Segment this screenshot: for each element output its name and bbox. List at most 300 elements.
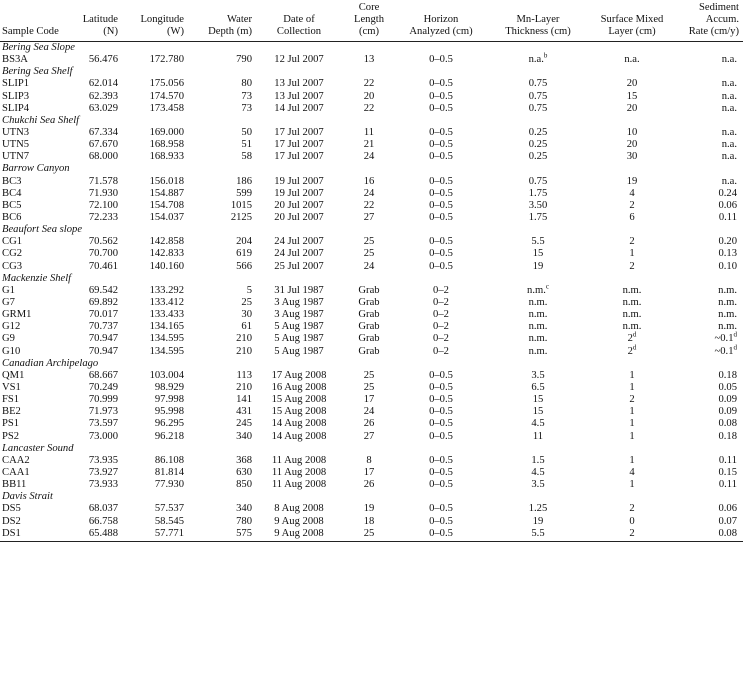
cell-value: n.m. bbox=[622, 284, 642, 296]
cell-date-of-collection bbox=[254, 431, 344, 443]
cell-date-of-collection bbox=[254, 127, 344, 139]
cell-surface-mixed-layer bbox=[588, 261, 676, 273]
table-row bbox=[0, 479, 743, 491]
footnote-marker: d bbox=[632, 330, 637, 339]
cell-horizon-analyzed bbox=[394, 455, 488, 467]
cell-value: 15 Aug 2008 bbox=[271, 406, 327, 418]
cell-value: 1.5 bbox=[531, 454, 545, 466]
cell-longitude bbox=[120, 200, 186, 212]
cell-value: 142.833 bbox=[149, 248, 184, 260]
cell-core-length bbox=[344, 127, 394, 139]
cell-latitude bbox=[78, 91, 120, 103]
cell-value: 17 Aug 2008 bbox=[271, 369, 327, 381]
cell-value: 154.887 bbox=[149, 187, 184, 199]
cell-sample-code bbox=[0, 321, 78, 333]
cell-core-length bbox=[344, 479, 394, 491]
cell-value: 0.11 bbox=[718, 479, 737, 491]
cell-surface-mixed-layer bbox=[588, 394, 676, 406]
cell-value: n.m. bbox=[718, 309, 737, 321]
cell-value: CG1 bbox=[2, 236, 23, 248]
cell-value: 70.461 bbox=[88, 260, 118, 272]
cell-value: 0.24 bbox=[718, 187, 737, 199]
cell-latitude bbox=[78, 309, 120, 321]
cell-value: 113 bbox=[236, 369, 252, 381]
group-label: Mackenzie Shelf bbox=[2, 272, 72, 284]
cell-value: BE2 bbox=[2, 406, 21, 418]
group-row bbox=[0, 491, 743, 503]
cell-value: 57.537 bbox=[154, 503, 184, 515]
cell-mn-layer-thickness bbox=[488, 176, 588, 188]
group-label: Barrow Canyon bbox=[2, 163, 70, 175]
cell-horizon-analyzed bbox=[394, 188, 488, 200]
cell-date-of-collection bbox=[254, 503, 344, 515]
cell-longitude bbox=[120, 528, 186, 540]
table-row bbox=[0, 382, 743, 394]
cell-value: 20 bbox=[363, 90, 375, 102]
cell-value: n.a. bbox=[624, 54, 640, 66]
cell-horizon-analyzed bbox=[394, 346, 488, 358]
cell-value: 73.000 bbox=[88, 430, 118, 442]
cell-value: n.m. bbox=[718, 297, 737, 309]
cell-value: 19 bbox=[626, 175, 638, 187]
column-header-line: Thickness (cm) bbox=[505, 26, 571, 37]
cell-sediment-accum-rate bbox=[676, 151, 743, 163]
cell-surface-mixed-layer bbox=[588, 515, 676, 527]
cell-latitude bbox=[78, 503, 120, 515]
cell-sample-code bbox=[0, 515, 78, 527]
cell-mn-layer-thickness bbox=[488, 309, 588, 321]
cell-sample-code bbox=[0, 467, 78, 479]
cell-mn-layer-thickness bbox=[488, 406, 588, 418]
column-header-line: Sample Code bbox=[2, 26, 59, 37]
cell-value: 61 bbox=[241, 321, 252, 333]
cell-date-of-collection bbox=[254, 176, 344, 188]
cell-value: 141 bbox=[236, 394, 252, 406]
cell-value: 154.037 bbox=[149, 212, 184, 224]
cell-value: 51 bbox=[241, 139, 252, 151]
cell-value: 14 Jul 2007 bbox=[274, 102, 324, 114]
cell-value: 73.597 bbox=[88, 418, 118, 430]
cell-latitude bbox=[78, 394, 120, 406]
cell-value: 70.700 bbox=[88, 248, 118, 260]
cell-value: 26 bbox=[363, 479, 375, 491]
table-row bbox=[0, 309, 743, 321]
cell-latitude bbox=[78, 151, 120, 163]
cell-core-length bbox=[344, 151, 394, 163]
cell-sediment-accum-rate bbox=[676, 212, 743, 224]
cell-mn-layer-thickness bbox=[488, 346, 588, 358]
cell-value: 25 Jul 2007 bbox=[274, 260, 324, 272]
cell-core-length bbox=[344, 467, 394, 479]
cell-latitude bbox=[78, 382, 120, 394]
cell-water-depth bbox=[186, 285, 254, 297]
cell-mn-layer-thickness bbox=[488, 200, 588, 212]
cell-core-length bbox=[344, 309, 394, 321]
cell-value: 3.50 bbox=[528, 199, 548, 211]
cell-horizon-analyzed bbox=[394, 285, 488, 297]
cell-surface-mixed-layer bbox=[588, 200, 676, 212]
cell-sediment-accum-rate bbox=[676, 406, 743, 418]
cell-mn-layer-thickness bbox=[488, 236, 588, 248]
cell-value: n.m. bbox=[527, 284, 546, 296]
cell-sample-code bbox=[0, 297, 78, 309]
cell-value: Grab bbox=[358, 345, 380, 357]
cell-value: 50 bbox=[241, 127, 252, 139]
cell-date-of-collection bbox=[254, 78, 344, 90]
cell-core-length bbox=[344, 455, 394, 467]
cell-mn-layer-thickness bbox=[488, 382, 588, 394]
cell-value: 5 Aug 1987 bbox=[274, 321, 324, 333]
cell-date-of-collection bbox=[254, 515, 344, 527]
table-row bbox=[0, 321, 743, 333]
cell-value: 210 bbox=[236, 333, 252, 345]
cell-value: G10 bbox=[2, 345, 21, 357]
cell-value: 69.542 bbox=[88, 284, 118, 296]
cell-value: 4 bbox=[629, 466, 635, 478]
cell-mn-layer-thickness bbox=[488, 394, 588, 406]
table-header-row bbox=[0, 2, 743, 42]
column-header-line: Sediment bbox=[698, 2, 739, 13]
cell-value: 245 bbox=[236, 418, 252, 430]
cell-value: 156.018 bbox=[149, 175, 184, 187]
cell-sediment-accum-rate bbox=[676, 382, 743, 394]
cell-longitude bbox=[120, 139, 186, 151]
cell-value: 73.935 bbox=[88, 454, 118, 466]
cell-core-length bbox=[344, 200, 394, 212]
cell-value: 68.000 bbox=[88, 151, 118, 163]
table-row bbox=[0, 200, 743, 212]
column-header-line: Surface Mixed bbox=[600, 14, 664, 25]
cell-value: 1015 bbox=[230, 199, 252, 211]
cell-value: n.m. bbox=[622, 309, 642, 321]
cell-value: 5 bbox=[246, 284, 252, 296]
cell-value: n.m. bbox=[622, 297, 642, 309]
cell-surface-mixed-layer bbox=[588, 139, 676, 151]
cell-value: 0.25 bbox=[528, 127, 548, 139]
cell-longitude bbox=[120, 248, 186, 260]
cell-sediment-accum-rate bbox=[676, 236, 743, 248]
cell-latitude bbox=[78, 176, 120, 188]
cell-value: 24 Jul 2007 bbox=[274, 248, 324, 260]
cell-value: Grab bbox=[358, 297, 380, 309]
cell-value: 0.18 bbox=[718, 369, 737, 381]
cell-core-length bbox=[344, 188, 394, 200]
cell-value: 173.458 bbox=[149, 102, 184, 114]
cell-date-of-collection bbox=[254, 200, 344, 212]
column-header-line: (W) bbox=[166, 26, 184, 37]
cell-mn-layer-thickness bbox=[488, 528, 588, 540]
cell-value: 18 bbox=[363, 515, 375, 527]
cell-longitude bbox=[120, 418, 186, 430]
cell-surface-mixed-layer bbox=[588, 127, 676, 139]
table-row bbox=[0, 346, 743, 358]
table-row bbox=[0, 248, 743, 260]
cell-horizon-analyzed bbox=[394, 467, 488, 479]
cell-value: 70.737 bbox=[88, 321, 118, 333]
group-row bbox=[0, 66, 743, 78]
cell-value: 95.998 bbox=[154, 406, 184, 418]
group-label: Bering Sea Shelf bbox=[2, 66, 73, 78]
cell-value: PS1 bbox=[2, 418, 20, 430]
cell-value: n.a. bbox=[721, 151, 737, 163]
cell-value: n.m. bbox=[528, 333, 548, 345]
cell-value: 2 bbox=[629, 260, 635, 272]
cell-value: 24 bbox=[363, 151, 375, 163]
cell-value: 0.06 bbox=[718, 199, 737, 211]
cell-value: 15 bbox=[532, 248, 544, 260]
table-row bbox=[0, 91, 743, 103]
cell-value: ~0.1 bbox=[714, 333, 734, 345]
cell-mn-layer-thickness bbox=[488, 212, 588, 224]
cell-longitude bbox=[120, 333, 186, 345]
cell-longitude bbox=[120, 394, 186, 406]
cell-sample-code bbox=[0, 394, 78, 406]
group-row bbox=[0, 163, 743, 175]
cell-value: 0.11 bbox=[718, 454, 737, 466]
cell-latitude bbox=[78, 370, 120, 382]
cell-value: 0–0.5 bbox=[429, 503, 453, 515]
cell-value: 73.927 bbox=[88, 466, 118, 478]
cell-value: 5.5 bbox=[531, 236, 545, 248]
cell-value: FS1 bbox=[2, 394, 20, 406]
cell-date-of-collection bbox=[254, 418, 344, 430]
cell-value: 2 bbox=[629, 527, 635, 539]
cell-water-depth bbox=[186, 103, 254, 115]
cell-date-of-collection bbox=[254, 54, 344, 66]
cell-value: 86.108 bbox=[154, 454, 184, 466]
cell-water-depth bbox=[186, 503, 254, 515]
cell-value: G1 bbox=[2, 284, 15, 296]
cell-value: 25 bbox=[363, 382, 375, 393]
cell-value: 1.25 bbox=[528, 503, 548, 515]
cell-horizon-analyzed bbox=[394, 503, 488, 515]
cell-water-depth bbox=[186, 297, 254, 309]
table-row bbox=[0, 212, 743, 224]
cell-value: 2 bbox=[629, 236, 635, 248]
cell-value: 70.562 bbox=[88, 236, 118, 248]
group-label: Canadian Archipelago bbox=[2, 357, 99, 369]
table-row bbox=[0, 236, 743, 248]
cell-value: 81.814 bbox=[154, 466, 184, 478]
cell-value: 0–2 bbox=[433, 321, 449, 333]
cell-horizon-analyzed bbox=[394, 54, 488, 66]
column-header-line: Water bbox=[226, 14, 252, 25]
cell-value: n.m. bbox=[528, 297, 548, 309]
cell-value: 73 bbox=[241, 102, 252, 114]
cell-water-depth bbox=[186, 309, 254, 321]
cell-date-of-collection bbox=[254, 321, 344, 333]
cell-surface-mixed-layer bbox=[588, 212, 676, 224]
cell-value: 0.75 bbox=[528, 102, 548, 114]
cell-longitude bbox=[120, 382, 186, 394]
cell-date-of-collection bbox=[254, 91, 344, 103]
group-label: Chukchi Sea Shelf bbox=[2, 114, 80, 126]
table-row bbox=[0, 188, 743, 200]
cell-value: 5 Aug 1987 bbox=[274, 345, 324, 357]
cell-mn-layer-thickness bbox=[488, 282, 588, 297]
cell-water-depth bbox=[186, 394, 254, 406]
cell-value: 0–0.5 bbox=[429, 212, 453, 224]
cell-value: 0.15 bbox=[718, 466, 737, 478]
cell-surface-mixed-layer bbox=[588, 248, 676, 260]
cell-mn-layer-thickness bbox=[488, 333, 588, 345]
cell-value: 0.10 bbox=[718, 260, 737, 272]
column-header-longitude bbox=[120, 2, 186, 42]
cell-sediment-accum-rate bbox=[676, 431, 743, 443]
cell-mn-layer-thickness bbox=[488, 139, 588, 151]
cell-value: 2 bbox=[627, 345, 633, 357]
cell-value: UTN5 bbox=[2, 139, 30, 151]
cell-value: Grab bbox=[358, 284, 380, 296]
cell-date-of-collection bbox=[254, 103, 344, 115]
cell-value: 133.433 bbox=[149, 309, 184, 321]
cell-sediment-accum-rate bbox=[676, 139, 743, 151]
table-row bbox=[0, 103, 743, 115]
cell-value: 142.858 bbox=[149, 236, 184, 248]
cell-water-depth bbox=[186, 248, 254, 260]
cell-value: 0–0.5 bbox=[429, 187, 453, 199]
cell-value: 27 bbox=[363, 430, 375, 442]
cell-value: 340 bbox=[236, 430, 252, 442]
cell-sample-code bbox=[0, 406, 78, 418]
cell-value: 1 bbox=[629, 454, 635, 466]
cell-value: 25 bbox=[363, 248, 375, 260]
cell-latitude bbox=[78, 455, 120, 467]
cell-value: 1 bbox=[629, 418, 635, 430]
cell-value: 0–0.5 bbox=[429, 369, 453, 381]
column-header-line: Core bbox=[358, 2, 380, 13]
cell-longitude bbox=[120, 455, 186, 467]
cell-value: 12 Jul 2007 bbox=[274, 54, 324, 66]
cell-water-depth bbox=[186, 139, 254, 151]
cell-water-depth bbox=[186, 333, 254, 345]
cell-value: 24 Jul 2007 bbox=[274, 236, 324, 248]
cell-sediment-accum-rate bbox=[676, 515, 743, 527]
cell-value: UTN3 bbox=[2, 127, 30, 139]
cell-core-length bbox=[344, 406, 394, 418]
cell-longitude bbox=[120, 188, 186, 200]
cell-latitude bbox=[78, 261, 120, 273]
cell-value: 1.75 bbox=[528, 212, 548, 224]
cell-value: 0.25 bbox=[528, 139, 548, 151]
footnote-marker: c bbox=[545, 282, 549, 291]
cell-horizon-analyzed bbox=[394, 151, 488, 163]
cell-horizon-analyzed bbox=[394, 321, 488, 333]
cell-sediment-accum-rate bbox=[676, 370, 743, 382]
cell-value: 0–0.5 bbox=[429, 260, 453, 272]
cell-value: n.m. bbox=[528, 309, 548, 321]
cell-value: 204 bbox=[236, 236, 252, 248]
cell-value: n.a. bbox=[721, 175, 737, 187]
cell-value: 599 bbox=[236, 187, 252, 199]
cell-value: 11 Aug 2008 bbox=[271, 466, 327, 478]
cell-value: 172.780 bbox=[149, 54, 184, 66]
cell-value: 175.056 bbox=[149, 78, 184, 90]
cell-water-depth bbox=[186, 346, 254, 358]
cell-value: 0.75 bbox=[528, 175, 548, 187]
cell-latitude bbox=[78, 54, 120, 66]
cell-water-depth bbox=[186, 78, 254, 90]
cell-surface-mixed-layer bbox=[588, 78, 676, 90]
cell-value: 11 Aug 2008 bbox=[271, 454, 327, 466]
cell-value: 1 bbox=[629, 430, 635, 442]
cell-surface-mixed-layer bbox=[588, 406, 676, 418]
cell-value: 13 Jul 2007 bbox=[274, 78, 324, 90]
cell-value: 25 bbox=[241, 297, 252, 309]
column-header-line: Mn-Layer bbox=[516, 14, 560, 25]
cell-surface-mixed-layer bbox=[588, 418, 676, 430]
column-header-date-of-collection bbox=[254, 2, 344, 42]
cell-value: ~0.1 bbox=[714, 345, 734, 357]
cell-horizon-analyzed bbox=[394, 261, 488, 273]
cell-date-of-collection bbox=[254, 467, 344, 479]
cell-value: DS2 bbox=[2, 515, 21, 527]
cell-sample-code bbox=[0, 91, 78, 103]
cell-sediment-accum-rate bbox=[676, 285, 743, 297]
cell-value: BS3A bbox=[2, 54, 28, 66]
cell-value: 1 bbox=[629, 406, 635, 418]
cell-sample-code bbox=[0, 127, 78, 139]
cell-core-length bbox=[344, 346, 394, 358]
cell-value: 0.08 bbox=[718, 527, 737, 539]
cell-latitude bbox=[78, 479, 120, 491]
cell-core-length bbox=[344, 91, 394, 103]
cell-water-depth bbox=[186, 515, 254, 527]
cell-latitude bbox=[78, 528, 120, 540]
cell-horizon-analyzed bbox=[394, 370, 488, 382]
cell-value: 16 bbox=[363, 175, 375, 187]
cell-water-depth bbox=[186, 91, 254, 103]
cell-value: 790 bbox=[236, 54, 252, 66]
cell-longitude bbox=[120, 261, 186, 273]
cell-value: n.m. bbox=[718, 321, 737, 333]
group-label: Bering Sea Slope bbox=[2, 42, 75, 54]
cell-value: 25 bbox=[363, 527, 375, 539]
cell-sediment-accum-rate bbox=[676, 127, 743, 139]
group-row bbox=[0, 42, 743, 55]
cell-value: 0.09 bbox=[718, 406, 737, 418]
cell-sample-code bbox=[0, 418, 78, 430]
cell-value: 154.708 bbox=[149, 199, 184, 211]
cell-water-depth bbox=[186, 200, 254, 212]
cell-value: n.m. bbox=[528, 321, 548, 333]
table-row bbox=[0, 503, 743, 515]
cell-date-of-collection bbox=[254, 370, 344, 382]
cell-mn-layer-thickness bbox=[488, 91, 588, 103]
cell-water-depth bbox=[186, 370, 254, 382]
cell-value: 24 bbox=[363, 406, 375, 418]
cell-value: 168.958 bbox=[149, 139, 184, 151]
cell-core-length bbox=[344, 515, 394, 527]
cell-water-depth bbox=[186, 176, 254, 188]
cell-sample-code bbox=[0, 236, 78, 248]
cell-value: 30 bbox=[241, 309, 252, 321]
cell-value: 16 Aug 2008 bbox=[271, 382, 327, 393]
cell-latitude bbox=[78, 467, 120, 479]
cell-value: 11 Aug 2008 bbox=[271, 479, 327, 491]
cell-value: 67.334 bbox=[88, 127, 118, 139]
cell-mn-layer-thickness bbox=[488, 51, 588, 66]
cell-value: BB11 bbox=[2, 479, 27, 491]
cell-sediment-accum-rate bbox=[676, 200, 743, 212]
cell-value: 140.160 bbox=[149, 260, 184, 272]
cell-value: n.a. bbox=[721, 90, 737, 102]
cell-date-of-collection bbox=[254, 394, 344, 406]
cell-value: 70.947 bbox=[88, 345, 118, 357]
cell-longitude bbox=[120, 309, 186, 321]
cell-value: 0–0.5 bbox=[429, 102, 453, 114]
cell-sample-code bbox=[0, 479, 78, 491]
